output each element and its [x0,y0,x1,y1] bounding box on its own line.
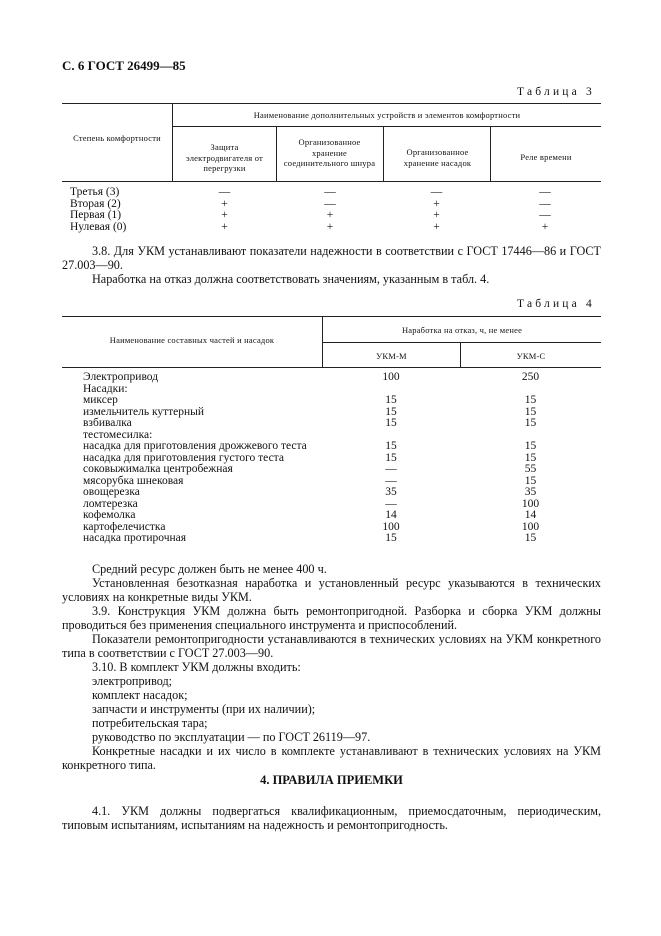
table4-row: измельчитель куттерный 15 15 [83,405,537,418]
paragraph-concrete: Конкретные насадки и их число в комплекте устанавливают в технических условиях на УКМ конкретного типа. [62,744,601,772]
table3-col-timer: Реле времени [520,152,572,162]
table3-row: Первая (1) + + + — [70,209,551,221]
paragraph-3-10: 3.10. В комплект УКМ должны входить: [92,660,301,674]
table4-row: овощерезка 35 35 [83,486,537,498]
table4-col-ukm-m: УКМ-М [376,351,407,361]
table3-col-nozzle-storage: Организованное хранение насадок [403,147,472,168]
table4-row: соковыжималка центробежная — 55 [83,463,537,475]
table3-row: Нулевая (0) + + + + [70,220,549,233]
paragraph-mtbf: Наработка на отказ должна соответствовать значениям, указанным в табл. 4. [92,272,490,286]
table4-row: картофелечистка 100 100 [83,520,540,533]
table3-col-protection: Защита электродвигателя от перегрузки [186,142,263,173]
table4-row: взбивалка 15 15 [83,417,537,429]
table4-stub-header: Наименование составных частей и насадок [109,335,275,345]
table4-row: Насадки: [83,382,128,395]
paragraph-4-1: 4.1. УКМ должны подвергаться квалификационным, приемосдаточным, периодическим, типовым испытаниям, испытаниям на надежность и ремонтопригодность. [62,804,601,832]
table3-col-cord-storage: Организованное хранение соединительного шнура [283,137,376,168]
paragraph-3-8: 3.8. Для УКМ устанавливают показатели надежности в соответствии с ГОСТ 17446—86 и ГОСТ 27.003—90. [62,244,601,272]
table3-caption: Таблица 3 [517,86,595,98]
table3-group-header: Наименование дополнительных устройств и элементов комфортности [253,110,521,120]
table4-row: мясорубка шнековая — 15 [83,474,537,487]
table4-row: тестомесилка: [83,428,153,441]
page-header: С. 6 ГОСТ 26499—85 [62,58,186,73]
paragraph-established: Установленная безотказная наработка и установленный ресурс указываются в технических условиях на конкретные виды УКМ. [62,576,601,604]
paragraph-resource: Средний ресурс должен быть не менее 400 ч. [92,562,327,576]
kit-item: комплект насадок; [92,688,188,702]
kit-item: электропривод; [92,674,173,688]
kit-item: руководство по эксплуатации — по ГОСТ 26119—97. [92,730,371,744]
paragraph-repair: Показатели ремонтопригодности устанавливаются в технических условиях на УКМ конкретного типа в соответствии с ГОСТ 27.003—90. [62,632,601,660]
kit-item: запчасти и инструменты (при их наличии); [92,702,316,716]
table4-row: ломтерезка — 100 [83,497,540,510]
table4-row: насадка для приготовления густого теста 15 15 [83,451,537,464]
table4-row: Электропривод 100 250 [83,371,540,383]
paragraph-3-9: 3.9. Конструкция УКМ должна быть ремонтопригодной. Разборка и сборка УКМ должны проводиться без применения специального инструмента и приспособлений. [62,604,601,632]
table3-row: Вторая (2) + — + — [70,197,551,210]
table3-row: Третья (3) — — — — [70,186,551,198]
table4-caption: Таблица 4 [517,298,595,310]
section-4-title: 4. ПРАВИЛА ПРИЕМКИ [260,773,403,787]
table4-group-header: Наработка на отказ, ч, не менее [401,325,523,335]
table4-col-ukm-s: УКМ-С [516,351,546,361]
table4-row: насадка для приготовления дрожжевого теста 15 15 [83,440,537,452]
table4-row: насадка протирочная 15 15 [83,532,537,544]
table4-row: кофемолка 14 14 [83,509,537,521]
table4-row: миксер 15 15 [83,394,537,406]
kit-item: потребительская тара; [92,716,208,730]
table3-stub-header: Степень комфортности [73,133,161,143]
